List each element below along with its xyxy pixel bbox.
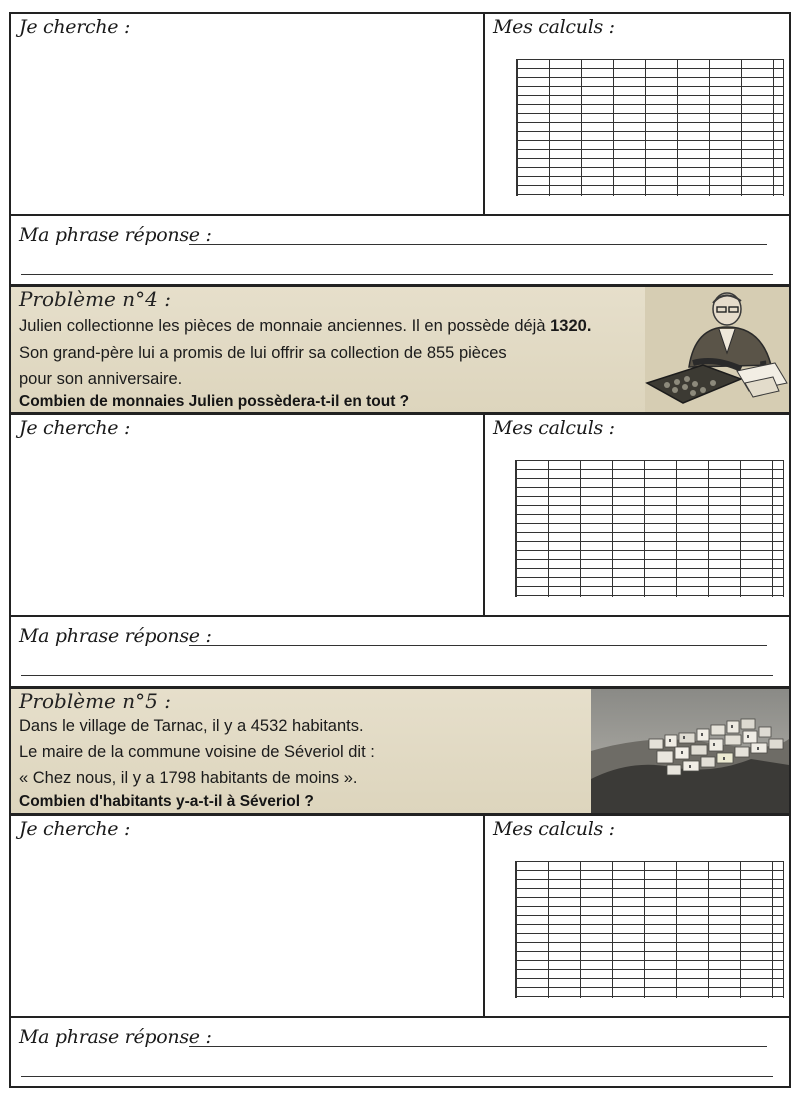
mes-calculs-box-1[interactable] <box>483 12 791 216</box>
mes-calculs-label: Mes calculs : <box>493 818 615 840</box>
phrase-reponse-box-1[interactable] <box>9 214 791 286</box>
phrase-reponse-box-2[interactable] <box>9 615 791 688</box>
problem-5-line-3: « Chez nous, il y a 1798 habitants de moins ». <box>19 769 358 787</box>
problem-5-line-1: Dans le village de Tarnac, il y a 4532 habitants. <box>19 717 364 735</box>
answer-line[interactable] <box>21 274 773 275</box>
problem-4-line-2: Son grand-père lui a promis de lui offrir sa collection de 855 pièces <box>19 344 507 362</box>
phrase-reponse-label: Ma phrase réponse : <box>19 625 212 647</box>
mes-calculs-box-3[interactable] <box>483 814 791 1018</box>
je-cherche-label: Je cherche : <box>19 417 131 439</box>
je-cherche-label: Je cherche : <box>19 16 131 38</box>
highlighted-number: 1320. <box>550 317 592 335</box>
collector-icon <box>645 287 789 412</box>
phrase-reponse-box-3[interactable] <box>9 1016 791 1088</box>
je-cherche-box-3[interactable] <box>9 814 485 1018</box>
problem-5-line-2: Le maire de la commune voisine de Séveriol dit : <box>19 743 375 761</box>
je-cherche-label: Je cherche : <box>19 818 131 840</box>
phrase-reponse-label: Ma phrase réponse : <box>19 224 212 246</box>
problem-4-title: Problème n°4 : <box>19 287 171 311</box>
problem-4-statement <box>9 285 791 414</box>
problem-5-statement <box>9 687 791 815</box>
village-icon <box>591 689 789 813</box>
je-cherche-box-1[interactable] <box>9 12 485 216</box>
problem-4-question: Combien de monnaies Julien possèdera-t-il en tout ? <box>19 393 410 410</box>
answer-line[interactable] <box>21 1076 773 1077</box>
calculation-grid[interactable] <box>515 861 784 998</box>
mes-calculs-label: Mes calculs : <box>493 16 615 38</box>
answer-line[interactable] <box>21 675 773 676</box>
je-cherche-box-2[interactable] <box>9 413 485 617</box>
phrase-reponse-label: Ma phrase réponse : <box>19 1026 212 1048</box>
calculation-grid[interactable] <box>515 460 784 597</box>
answer-line[interactable] <box>189 244 767 245</box>
mes-calculs-box-2[interactable] <box>483 413 791 617</box>
answer-line[interactable] <box>189 645 767 646</box>
calculation-grid[interactable] <box>516 59 784 196</box>
problem-4-line-3: pour son anniversaire. <box>19 370 183 388</box>
answer-line[interactable] <box>189 1046 767 1047</box>
problem-4-line-1: Julien collectionne les pièces de monnaie anciennes. Il en possède déjà 1320. <box>19 317 592 335</box>
problem-5-question: Combien d'habitants y-a-t-il à Séveriol ? <box>19 793 314 810</box>
problem-5-title: Problème n°5 : <box>19 689 171 713</box>
mes-calculs-label: Mes calculs : <box>493 417 615 439</box>
